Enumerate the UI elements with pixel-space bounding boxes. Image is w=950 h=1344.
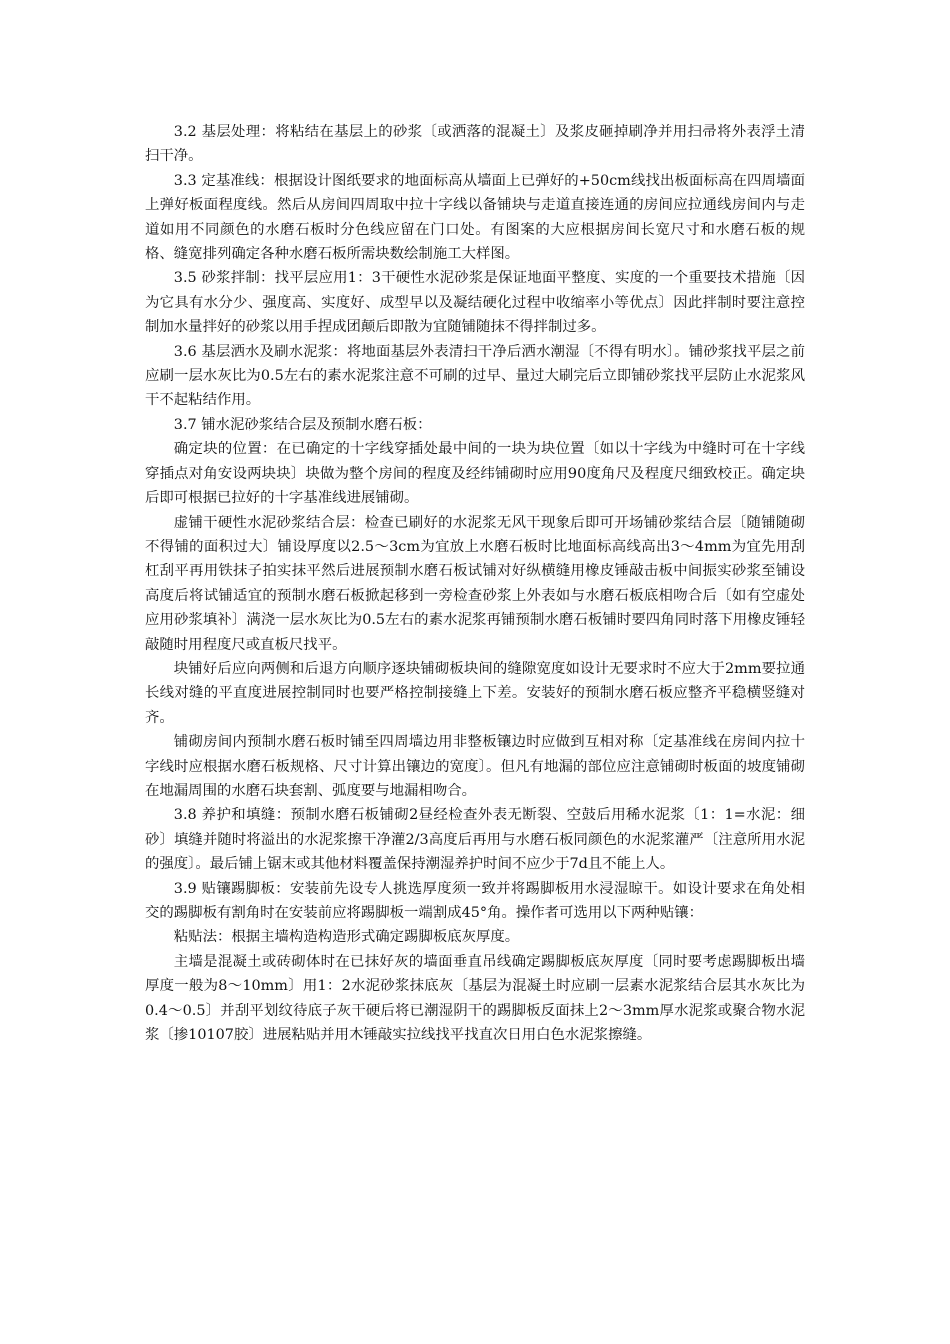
paragraph-block-position: 确定块的位置：在已确定的十字线穿插处最中间的一块为块位置〔如以十字线为中缝时可在十字线穿插点对角安设两块块〕块做为整个房间的程度及经纬铺砌时应用90度角尺及程度尺细致校正。确定块后即可根据已拉好的十字基准线进展铺砌。 (145, 441, 805, 507)
paragraph-edge-laying: 铺砌房间内预制水磨石板时铺至四周墙边用非整板镶边时应做到互相对称〔定基准线在房间内拉十字线时应根据水磨石板规格、尺寸计算出镶边的宽度〕。但凡有地漏的部位应注意铺砌时板面的坡度铺砌在地漏周围的水磨石块套割、弧度要与地漏相吻合。 (145, 734, 805, 799)
document-page (145, 120, 805, 1047)
paragraph-bonding-layer: 虚铺干硬性水泥砂浆结合层：检查已刷好的水泥浆无风干现象后即可开场铺砂浆结合层〔随铺随砌不得铺的面积过大〕铺设厚度以2.5～3cm为宜放上水磨石板时比地面标高线高出3～4mm为宜先用刮杠刮平再用铁抹子拍实抹平然后进展预制水磨石板试铺对好纵横缝用橡皮锤敲击板中间振实砂浆至铺设高度后将试铺适宜的预制水磨石板掀起移到一旁检查砂浆上外表如与水磨石板底相吻合后〔如有空虚处应用砂浆填补〕满浇一层水灰比为0.5左右的素水泥浆再铺预制水磨石板铺时要四角同时落下用橡皮锤轻敲随时用程度尺或直板尺找平。 (145, 514, 805, 653)
paragraph-3-2-base-treatment: 3.2 基层处理：将粘结在基层上的砂浆〔或洒落的混凝土〕及浆皮砸掉刷净并用扫帚将外表浮土清扫干净。 (145, 124, 805, 165)
paragraph-block-laying: 块铺好后应向两侧和后退方向顺序逐块铺砌板块间的缝隙宽度如设计无要求时不应大于2mm要拉通长线对缝的平直度进展控制同时也要严格控制接缝上下差。安装好的预制水磨石板应整齐平稳横竖缝对齐。 (145, 660, 805, 726)
paragraph-3-6-watering-slurry: 3.6 基层洒水及刷水泥浆：将地面基层外表清扫干净后洒水潮湿〔不得有明水〕。铺砂浆找平层之前应刷一层水灰比为0.5左右的素水泥浆注意不可刷的过早、量过大刷完后立即铺砂浆找平层防止水泥浆风干不起粘结作用。 (145, 343, 805, 409)
paragraph-3-8-curing-filling: 3.8 养护和填缝：预制水磨石板铺砌2昼经检查外表无断裂、空鼓后用稀水泥浆〔1：1=水泥：细砂〕填缝并随时将溢出的水泥浆擦干净灌2/3高度后再用与水磨石板同颜色的水泥浆灌严〔注意所用水泥的强度〕。最后铺上锯末或其他材料覆盖保持潮湿养护时间不应少于7d且不能上人。 (145, 807, 805, 873)
paragraph-pasting-method: 粘贴法：根据主墙构造构造形式确定踢脚板底灰厚度。 (173, 929, 520, 946)
paragraph-3-5-mortar-mixing: 3.5 砂浆拌制：找平层应用1：3干硬性水泥砂浆是保证地面平整度、实度的一个重要技术措施〔因为它具有水分少、强度高、实度好、成型早以及凝结硬化过程中收缩率小等优点〕因此拌制时要注意控制加水量拌好的砂浆以用手捏成团颠后即散为宜随铺随抹不得拌制过多。 (145, 270, 805, 336)
paragraph-3-7-heading: 3.7 铺水泥砂浆结合层及预制水磨石板： (173, 416, 432, 433)
paragraph-3-3-reference-line: 3.3 定基准线：根据设计图纸要求的地面标高从墙面上已弹好的+50cm线找出板面标高在四周墙面上弹好板面程度线。然后从房间四周取中拉十字线以备铺块与走道直接连通的房间应拉通线房间内与走道如用不同颜色的水磨石板时分色线应留在门口处。有图案的大应根据房间长宽尺寸和水磨石板的规格、缝宽排列确定各种水磨石板所需块数绘制施工大样图。 (145, 172, 805, 263)
paragraph-main-wall: 主墙是混凝土或砖砌体时在已抹好灰的墙面垂直吊线确定踢脚板底灰厚度〔同时要考虑踢脚板出墙厚度一般为8～10mm〕用1：2水泥砂浆抹底灰〔基层为混凝土时应刷一层素水泥浆结合层其水灰比为0.4～0.5〕并刮平划纹待底子灰干硬后将已潮湿阴干的踢脚板反面抹上2～3mm厚水泥浆或聚合物水泥浆〔掺10107胶〕进展粘贴并用木锤敲实拉线找平找直次日用白色水泥浆擦缝。 (145, 953, 805, 1044)
paragraph-3-9-skirting: 3.9 贴镶踢脚板：安装前先设专人挑选厚度须一致并将踢脚板用水浸湿晾干。如设计要求在角处相交的踢脚板有割角时在安装前应将踢脚板一端割成45°角。操作者可选用以下两种贴镶： (145, 880, 805, 921)
